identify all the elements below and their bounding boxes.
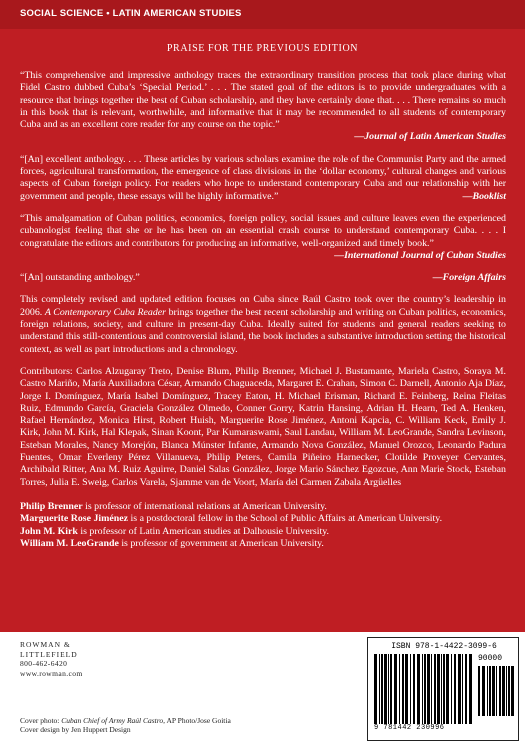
editor-description: is a postdoctoral fellow in the School of Public Affairs at American University.	[128, 513, 443, 525]
publisher-url: www.rowman.com	[20, 668, 83, 678]
review-quote	[20, 272, 506, 284]
editor-description: is professor of government at American University.	[118, 537, 324, 549]
barcode-digits: 9 781442 230996	[374, 724, 445, 732]
review-quote	[20, 70, 506, 144]
editor-name: John M. Kirk	[20, 525, 78, 537]
editor-bio	[20, 526, 506, 538]
editor-description: is professor of international relations at American University.	[82, 500, 327, 512]
review-attribution: —Booklist	[462, 190, 506, 202]
contributors-list: Contributors: Carlos Alzugaray Treto, Denise Blum, Philip Brenner, Michael J. Bustamante, Mariela Castro, Soraya M. Castro Mariño, María Auxiliadora César, Armando Chaguaceda, Margaret E. Crahan, Simon C. Darnell, Antonio Aja Díaz, Jorge I. Domínguez, María Isabel Domínguez, Tracey Eaton, H. Michael Erisman, Richard E. Feinberg, Reina Fleitas Ruiz, Edmundo García, Graciela González Olmedo, Conner Gorry, Katrin Hansing, Adrian H. Hearn, Ted A. Henken, Rafael Hernández, Monica Hirst, Robert Huish, Marguerite Rose Jiménez, Antoni Kapcia, C. William Keck, Emily J. Kirk, John M. Kirk, Hal Klepak, Sinan Koont, Par Kumaraswami, Saul Landau, William M. LeoGrande, Sandra Levinson, Esteban Morales, Nancy Morejón, Blanca Múnster Infante, Armando Nova González, Manuel Orozco, Leonardo Padura Fuentes, Omar Everleny Pérez Villanueva, Philip Peters, Camila Piñeiro Harnecker, Clotilde Proveyer Cervantes, Archibald Ritter, Ana M. Ruiz Aguirre, Daniel Salas González, Jorge Mario Sánchez Egozcue, Ann Marie Stock, Esteban Torres, Julia E. Sweig, Carlos Varela, Sjamme van de Voort, María del Carmen Zabala Argüelles	[20, 365, 506, 488]
editor-name: Philip Brenner	[20, 500, 83, 512]
category-label: SOCIAL SCIENCE • LATIN AMERICAN STUDIES	[20, 8, 242, 19]
design-credit: Cover design by Jen Huppert Design	[20, 725, 131, 735]
editor-bio	[20, 513, 506, 525]
publisher-phone: 800-462-6420	[20, 659, 68, 668]
photo-credit-source: , AP Photo/Jose Goitia	[163, 716, 231, 725]
editor-bio	[20, 501, 506, 513]
publisher-name: LITTLEFIELD	[20, 649, 78, 659]
editor-bios	[20, 501, 506, 550]
publisher-name: ROWMAN &	[20, 640, 71, 649]
price-code: 90000	[478, 654, 503, 663]
review-text: “[An] outstanding anthology.”	[20, 272, 140, 284]
publisher-block	[20, 640, 83, 678]
book-title: A Contemporary Cuba Reader	[44, 306, 166, 318]
review-quote	[20, 154, 506, 203]
price-barcode-bars	[478, 666, 514, 716]
editor-name: William M. LeoGrande	[20, 537, 119, 549]
review-attribution: —Journal of Latin American Studies	[354, 131, 506, 143]
editor-description: is professor of Latin American studies at Dalhousie University.	[77, 525, 330, 537]
review-text: “This comprehensive and impressive anthology traces the extraordinary transition process that took place during what Fidel Castro dubbed Cuba’s ‘Special Period.’ . . . The stated goal of the editors is to provide undergraduates with a resource that brings together the best of Cuban scholarship, and they have certainly done that. . . . There remains so much in this book that is relevant, worthwhile, and informative that it may be recommended to all students of contemporary Cuba and as an excellent core reader for any course on the topic.”	[20, 70, 506, 131]
description-text: This completely revised and updated edition focuses on Cuba since Raúl Castro took over the country’s leadership in 2006.	[20, 294, 506, 318]
review-text: “This amalgamation of Cuban politics, economics, foreign policy, social issues and culture leaves even the experienced cubanologist feeling that she or he has been on an essential crash course to understand contemporary Cuba. . . . I congratulate the editors and contributors for producing an informative, well-organized and timely book.”	[20, 212, 506, 249]
barcode	[367, 637, 519, 741]
cover-credits	[20, 716, 231, 734]
book-description	[20, 294, 506, 355]
photo-credit	[20, 716, 231, 725]
editor-name: Marguerite Rose Jiménez	[20, 513, 129, 525]
editor-bio	[20, 538, 506, 550]
review-text: “[An] excellent anthology. . . . These articles by various scholars examine the role of the Communist Party and the armed forces, agricultural transformation, the emergence of class divisions in the ‘dollar economy,’ cultural changes and various aspects of Cuban foreign policy. For readers who hope to understand contemporary Cuba and our relationship with her government and people, these essays will be highly informative.”	[20, 153, 506, 202]
cover-text	[20, 70, 506, 550]
review-attribution: —Foreign Affairs	[432, 272, 506, 284]
praise-heading: PRAISE FOR THE PREVIOUS EDITION	[166, 43, 359, 54]
barcode-bars	[374, 654, 474, 724]
photo-credit-title: Cuban Chief of Army Raúl Castro	[61, 716, 164, 725]
review-attribution: —International Journal of Cuban Studies	[334, 249, 506, 261]
description-text: brings together the best recent scholarship and writing on Cuban politics, economics, foreign relations, society, and culture in present-day Cuba. Ideally suited for students and general readers seeking to understand this still-contentious and controversial island, the book includes a substantive introduction setting the historical context, as well as part introductions and a chronology.	[20, 306, 506, 355]
review-quote	[20, 213, 506, 262]
isbn-text: ISBN 978-1-4422-3099-6	[391, 642, 497, 651]
photo-credit-label: Cover photo:	[20, 716, 62, 725]
